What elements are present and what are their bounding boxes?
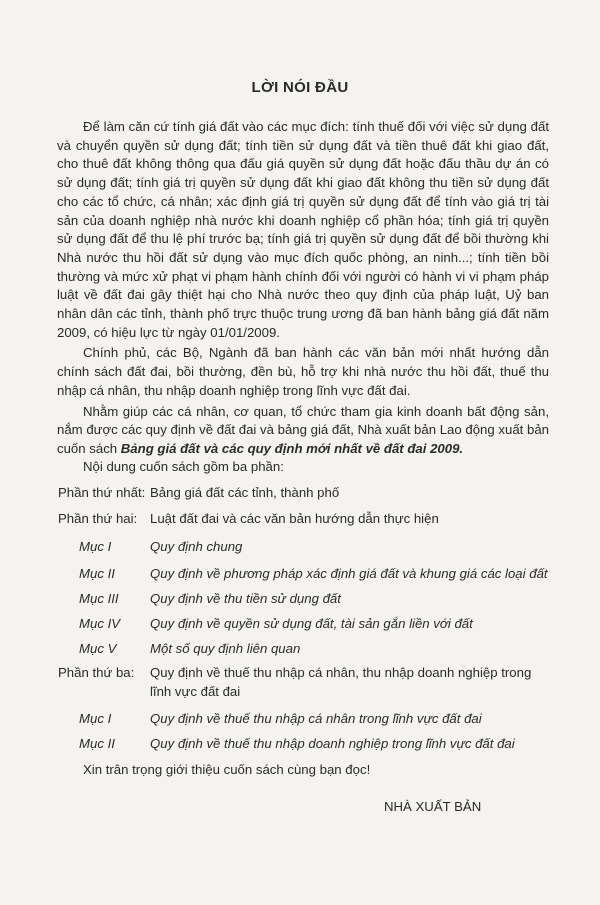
toc-section-title: Quy định về thuế thu nhập cá nhân trong lĩnh vực đất đai bbox=[150, 711, 482, 726]
toc-section-label: Mục II bbox=[79, 566, 115, 581]
page-title: LỜI NÓI ĐẦU bbox=[251, 79, 349, 96]
toc-section-title: Quy định về phương pháp xác định giá đất và khung giá các loại đất bbox=[150, 566, 548, 581]
toc-section-label: Mục V bbox=[79, 641, 117, 656]
toc-part-title: Luật đất đai và các văn bản hướng dẫn thực hiện bbox=[150, 511, 439, 526]
paragraph-government: Chính phủ, các Bộ, Ngành đã ban hành các văn bản mới nhất hướng dẫn chính sách đất đai, bồi thường, đền bù, hỗ trợ khi nhà nước thu hồi đất, thuế thu nhập cá nhân, thu nhập doanh nghiệp trong lĩnh vực đất đai. bbox=[57, 345, 549, 398]
toc-part-label: Phần thứ nhất: bbox=[58, 485, 146, 500]
toc-section-title: Quy định về quyền sử dụng đất, tài sản gắn liền với đất bbox=[150, 616, 473, 631]
book-title: Bảng giá đất và các quy định mới nhất về đất đai 2009. bbox=[120, 440, 464, 456]
toc-section-title: Quy định về thuế thu nhập doanh nghiệp trong lĩnh vực đất đai bbox=[150, 736, 515, 751]
toc-section-title: Một số quy định liên quan bbox=[150, 641, 301, 656]
toc-section-label: Mục IV bbox=[79, 616, 121, 631]
toc-section-label: Mục III bbox=[79, 591, 119, 606]
toc-part-label: Phần thứ ba: bbox=[58, 665, 135, 680]
toc-part-label: Phần thứ hai: bbox=[58, 511, 138, 526]
paragraph-purpose: Để làm căn cứ tính giá đất vào các mục đích: tính thuế đối với việc sử dụng đất và chuyển quyền sử dụng đất; tính tiền sử dụng đất và tiền thuê đất khi giao đất, cho thuê đất không thông qua đấu giá quyền sử dụng đất hoặc đấu thầu dự án có sử dụng đất; tính giá trị quyền sử dụng đất khi giao đất không thu tiền sử dụng đất cho các tổ chức, cá nhân; xác định giá trị quyền sử dụng đất để tính vào giá trị tài sản của doanh nghiệp nhà nước khi doanh nghiệp cổ phần hóa; tính giá trị quyền sử dụng đất để thu lệ phí trước bạ; tính giá trị quyền sử dụng đất để bồi thường khi Nhà nước thu hồi đất sử dụng vào mục đích quốc phòng, an ninh...; tính tiền bồi thường và mức xử phạt vi phạm hành chính đối với người có hành vi vi phạm pháp luật về đất đai gây thiệt hại cho Nhà nước theo quy định của pháp luật, Uỷ ban nhân dân các tỉnh, thành phố trực thuộc trung ương đã ban hành bảng giá đất năm 2009, có hiệu lực từ ngày 01/01/2009. bbox=[57, 119, 549, 340]
contents-intro: Nội dung cuốn sách gồm ba phần: bbox=[83, 459, 284, 474]
intro-body bbox=[57, 118, 549, 459]
toc-section-label: Mục I bbox=[79, 539, 112, 554]
toc-section-title: Quy định chung bbox=[150, 539, 243, 554]
toc-section-label: Mục II bbox=[79, 736, 115, 751]
paragraph-publication bbox=[57, 403, 549, 459]
closing-line: Xin trân trọng giới thiệu cuốn sách cùng bạn đọc! bbox=[83, 762, 371, 777]
toc-section-title: Quy định về thu tiền sử dụng đất bbox=[150, 591, 341, 606]
paragraph-publication-text: Nhằm giúp các cá nhân, cơ quan, tổ chức tham gia kinh doanh bất động sản, nắm được các quy định về đất đai và bảng giá đất, Nhà xuất bản Lao động xuất bản cuốn sách bbox=[57, 403, 549, 456]
toc-section-label: Mục I bbox=[79, 711, 112, 726]
toc-part-title: Bảng giá đất các tỉnh, thành phố bbox=[150, 485, 340, 500]
publisher-signature: NHÀ XUẤT BẢN bbox=[384, 799, 482, 814]
toc-part-title: Quy định về thuế thu nhập cá nhân, thu nhập doanh nghiệp trong lĩnh vực đất đai bbox=[150, 665, 532, 699]
